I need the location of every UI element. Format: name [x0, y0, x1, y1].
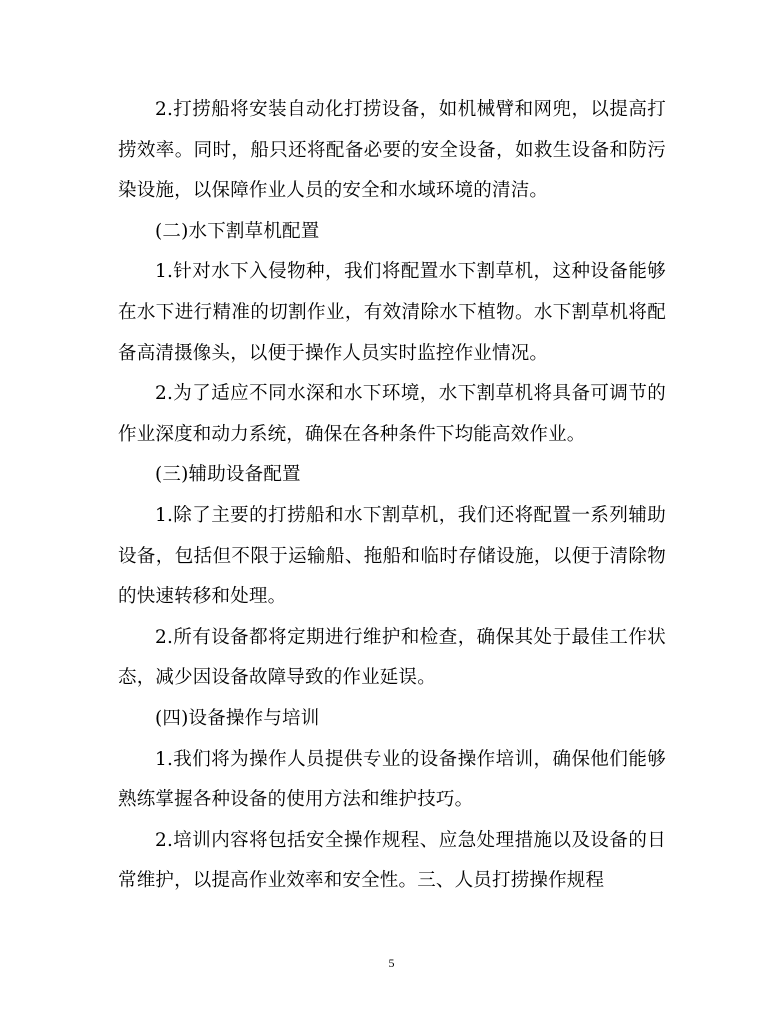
paragraph-underwater-mower-2: 2.为了适应不同水深和水下环境，水下割草机将具备可调节的作业深度和动力系统，确保在各种条件下均能高效作业。 [118, 383, 666, 445]
heading-underwater-mower-config: (二)水下割草机配置 [155, 220, 320, 242]
paragraph-salvage-ship-equipment: 2.打捞船将安装自动化打捞设备，如机械臂和网兜，以提高打捞效率。同时，船只还将配备必要的安全设备，如救生设备和防污染设施，以保障作业人员的安全和水域环境的清洁。 [118, 99, 666, 202]
paragraph-underwater-mower-1: 1.针对水下入侵物种，我们将配置水下割草机，这种设备能够在水下进行精准的切割作业，有效清除水下植物。水下割草机将配备高清摄像头，以便于操作人员实时监控作业情况。 [118, 261, 666, 364]
heading-equipment-operation-training: (四)设备操作与培训 [155, 707, 320, 729]
paragraph-training-1: 1.我们将为操作人员提供专业的设备操作培训，确保他们能够熟练掌握各种设备的使用方法和维护技巧。 [118, 748, 666, 811]
paragraph-auxiliary-equipment-1: 1.除了主要的打捞船和水下割草机，我们还将配置一系列辅助设备，包括但不限于运输船、拖船和临时存储设施，以便于清除物的快速转移和处理。 [118, 504, 666, 608]
paragraph-training-2: 2.培训内容将包括安全操作规程、应急处理措施以及设备的日常维护，以提高作业效率和安全性。三、人员打捞操作规程 [118, 829, 666, 892]
paragraph-auxiliary-equipment-2: 2.所有设备都将定期进行维护和检查，确保其处于最佳工作状态，减少因设备故障导致的作业延误。 [118, 626, 666, 689]
heading-auxiliary-equipment-config: (三)辅助设备配置 [155, 464, 301, 486]
page-number: 5 [388, 956, 395, 970]
body-text [118, 90, 666, 902]
